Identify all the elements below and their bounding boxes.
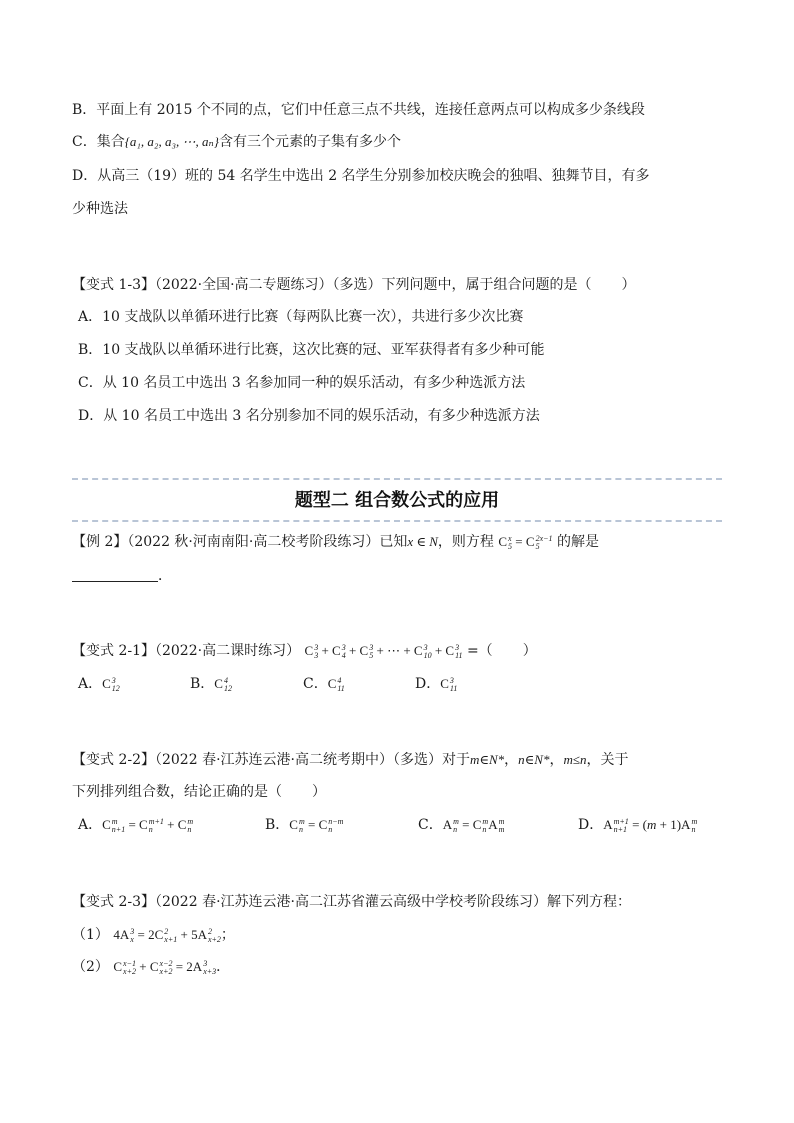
option-label: D． [415,676,441,692]
variant-2-1-option-b: B．C 4 12 [190,676,232,694]
variant-2-2-option-a: A．C m n+1 = C m+1 n + C m n [78,817,194,835]
example-2-stem-c: 的解是 [556,534,599,550]
variant-2-2-option-c: C．A m n = C m n A m m [418,817,505,835]
option-b-text: B．平面上有 2015 个不同的点，它们中任意三点不共线，连接任意两点可以构成多少条线段 [72,102,645,118]
option-label: A． [78,676,103,692]
condition-m: m∈N* [469,752,505,767]
option-label: B． [265,817,290,833]
section-title: 题型二 组合数公式的应用 [294,490,500,511]
example-2-stem-b: ，则方程 [437,534,494,550]
variant-2-3-item2: （2） C x−1 x+2 + C x−2 x+2 = 2A 3 x+3 ． [72,959,231,977]
variant-1-3-option-c: C．从 10 名员工中选出 3 名参加同一种的娱乐活动，有多少种选派方法 [78,375,526,391]
condition-m-le-n: m≤n [563,752,587,767]
variant-1-3-option-b: B．10 支战队以单循环进行比赛，这次比赛的冠、亚军获得者有多少种可能 [78,342,545,358]
option-d-line1: D．从高三（19）班的 54 名学生中选出 2 名学生分别参加校庆晚会的独唱、独舞节目，有多 [72,168,650,184]
variant-2-1-paren-close: ） [522,643,537,659]
section-divider-top [72,478,722,480]
variant-2-1-option-c: C．C 4 11 [303,676,345,694]
section-divider-bottom [72,520,722,522]
option-c-prefix: C．集合 [72,134,125,150]
option-label: C． [303,676,328,692]
variant-2-2-option-d: D．A m+1 n+1 = (m + 1)A m n [578,817,698,835]
variant-2-2-option-b: B．C m n = C n−m n [265,817,344,835]
option-c-set: {a₁, a₂, a₃, ⋯, aₙ} [124,134,219,149]
answer-blank[interactable] [72,567,158,582]
condition-n: n∈N* [518,752,550,767]
option-label: D． [578,817,604,833]
variant-2-2-stem-end: ，关于 [586,752,629,768]
variant-1-3-option-d: D．从 10 名员工中选出 3 名分别参加不同的娱乐活动，有多少种选派方法 [78,408,540,424]
variant-2-1-option-a: A．C 3 12 [78,676,120,694]
variant-1-3-option-a: A．10 支战队以单循环进行比赛（每两队比赛一次），共进行多少次比赛 [78,309,524,325]
option-label: B． [190,676,215,692]
option-c-suffix: 含有三个元素的子集有多少个 [218,134,401,150]
variant-2-1-equals: =（ [466,643,493,659]
option-label: A． [78,817,103,833]
variant-1-3-stem [72,275,636,295]
option-d-line2: 少种选法 [72,201,128,217]
variant-2-1-stem [72,641,537,661]
variant-1-3-stem-text: 【变式 1-3】（2022·全国·高二专题练习）（多选）下列问题中，属于组合问题的是（ [72,277,592,293]
example-2-stem [72,532,599,552]
option-c-line [72,132,401,152]
variant-2-3-item1: （1） 4A 3 x = 2C 2 x+1 + 5A 2 x+2 ； [72,927,235,945]
example-2-answer-line [72,566,172,586]
example-2-condition: x ∈ N [407,534,438,549]
variant-2-2-stem: 【变式 2-2】（2022 春·江苏连云港·高二统考期中）（多选）对于m∈N*，n∈N*，m≤n，关于 [72,752,629,768]
example-2-end: ． [158,568,172,584]
variant-2-1-option-d: D．C 3 11 [415,676,458,694]
example-2-equation: C x 5 = C 2x−1 5 [498,534,553,552]
variant-2-2-stem-text: 【变式 2-2】（2022 春·江苏连云港·高二统考期中）（多选）对于 [72,752,470,768]
variant-2-1-stem-text: 【变式 2-1】（2022·高二课时练习） [72,643,301,659]
variant-2-2-line2 [72,782,326,802]
variant-2-1-sum: C 3 3 + C 3 4 + C 3 5 + ⋯ + C 3 10 + C 3 11 [304,643,463,661]
option-label: C． [418,817,443,833]
variant-2-3-stem: 【变式 2-3】（2022 春·江苏连云港·高二江苏省灌云高级中学校考阶段练习）解下列方程： [72,894,631,910]
item2-label: （2） [72,959,109,975]
variant-2-2-line2-text: 下列排列组合数，结论正确的是（ [72,784,282,800]
example-2-stem-a: 【例 2】（2022 秋·河南南阳·高二校考阶段练习）已知 [72,534,408,550]
item1-label: （1） [72,927,109,943]
variant-2-2-paren-close: ） [312,784,326,800]
variant-1-3-paren-close: ） [621,277,636,293]
